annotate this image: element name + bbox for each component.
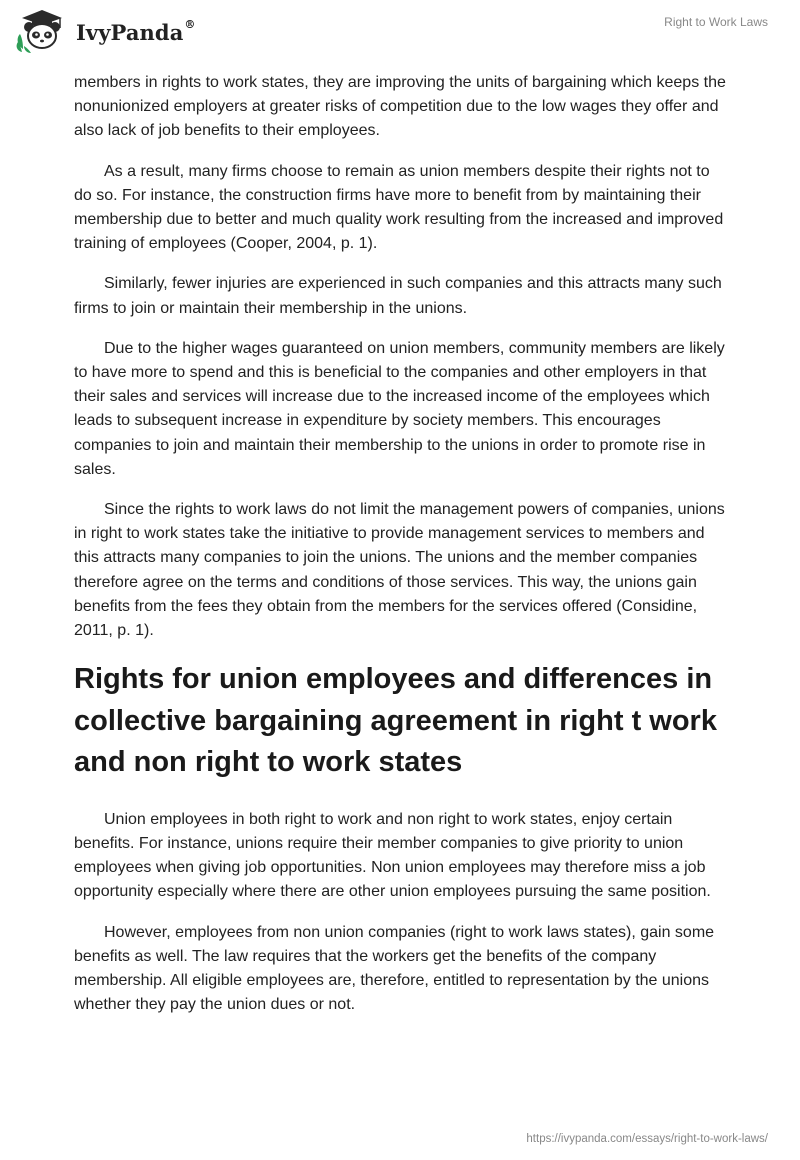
source-url[interactable]: https://ivypanda.com/essays/right-to-work-laws/	[526, 1133, 768, 1145]
essay-body	[74, 71, 726, 1033]
brand-name-text: IvyPanda	[76, 19, 184, 45]
brand-name	[76, 17, 196, 45]
paragraph: Since the rights to work laws do not limit the management powers of companies, unions in right to work states take the initiative to provide management services to members and this attracts many companies to join the unions. The unions and the member companies therefore agree on the terms and conditions of those services. This way, the unions gain benefits from the fees they obtain from the members for the services offered (Considine, 2011, p. 1).	[74, 501, 725, 640]
document-title: Right to Work Laws	[664, 15, 768, 29]
paragraph-continuation: members in rights to work states, they are improving the units of bargaining which keeps the nonunionized employers at greater risks of competition due to the low wages they offer and also lack of job benefits to their employees.	[74, 74, 726, 140]
paragraph: Similarly, fewer injuries are experienced in such companies and this attracts many such firms to join or maintain their membership in the unions.	[74, 275, 722, 317]
paragraph: Union employees in both right to work and non right to work states, enjoy certain benefits. For instance, unions require their member companies to give priority to union employees when giving job opportunities. Non union employees may therefore miss a job opportunity especially where there are other union employees pursuing the same position.	[74, 810, 711, 901]
panda-graduate-icon	[14, 8, 70, 54]
section-heading: Rights for union employees and differences in collective bargaining agreement in right t work and non right to work states	[74, 663, 717, 779]
paragraph: As a result, many firms choose to remain as union members despite their rights not to do so. For instance, the construction firms have more to benefit from by maintaining their membership due to better and much quality work resulting from the increased and improved training of employees (Cooper, 2004, p. 1).	[74, 162, 724, 253]
paragraph: Due to the higher wages guaranteed on union members, community members are likely to have more to spend and this is beneficial to the companies and other employers in that their sales and services will increase due to the increased income of the employees which leads to subsequent increase in expenditure by society members. This encourages companies to join and maintain their membership to the unions in order to promote rise in sales.	[74, 339, 725, 478]
registered-mark: ®	[184, 17, 196, 31]
brand-logo[interactable]	[14, 8, 196, 54]
paragraph: However, employees from non union companies (right to work laws states), gain some benefits as well. The law requires that the workers get the benefits of the company membership. All eligible employees are, therefore, entitled to representation by the unions whether they pay the union dues or not.	[74, 923, 715, 1014]
page-header	[0, 0, 800, 62]
